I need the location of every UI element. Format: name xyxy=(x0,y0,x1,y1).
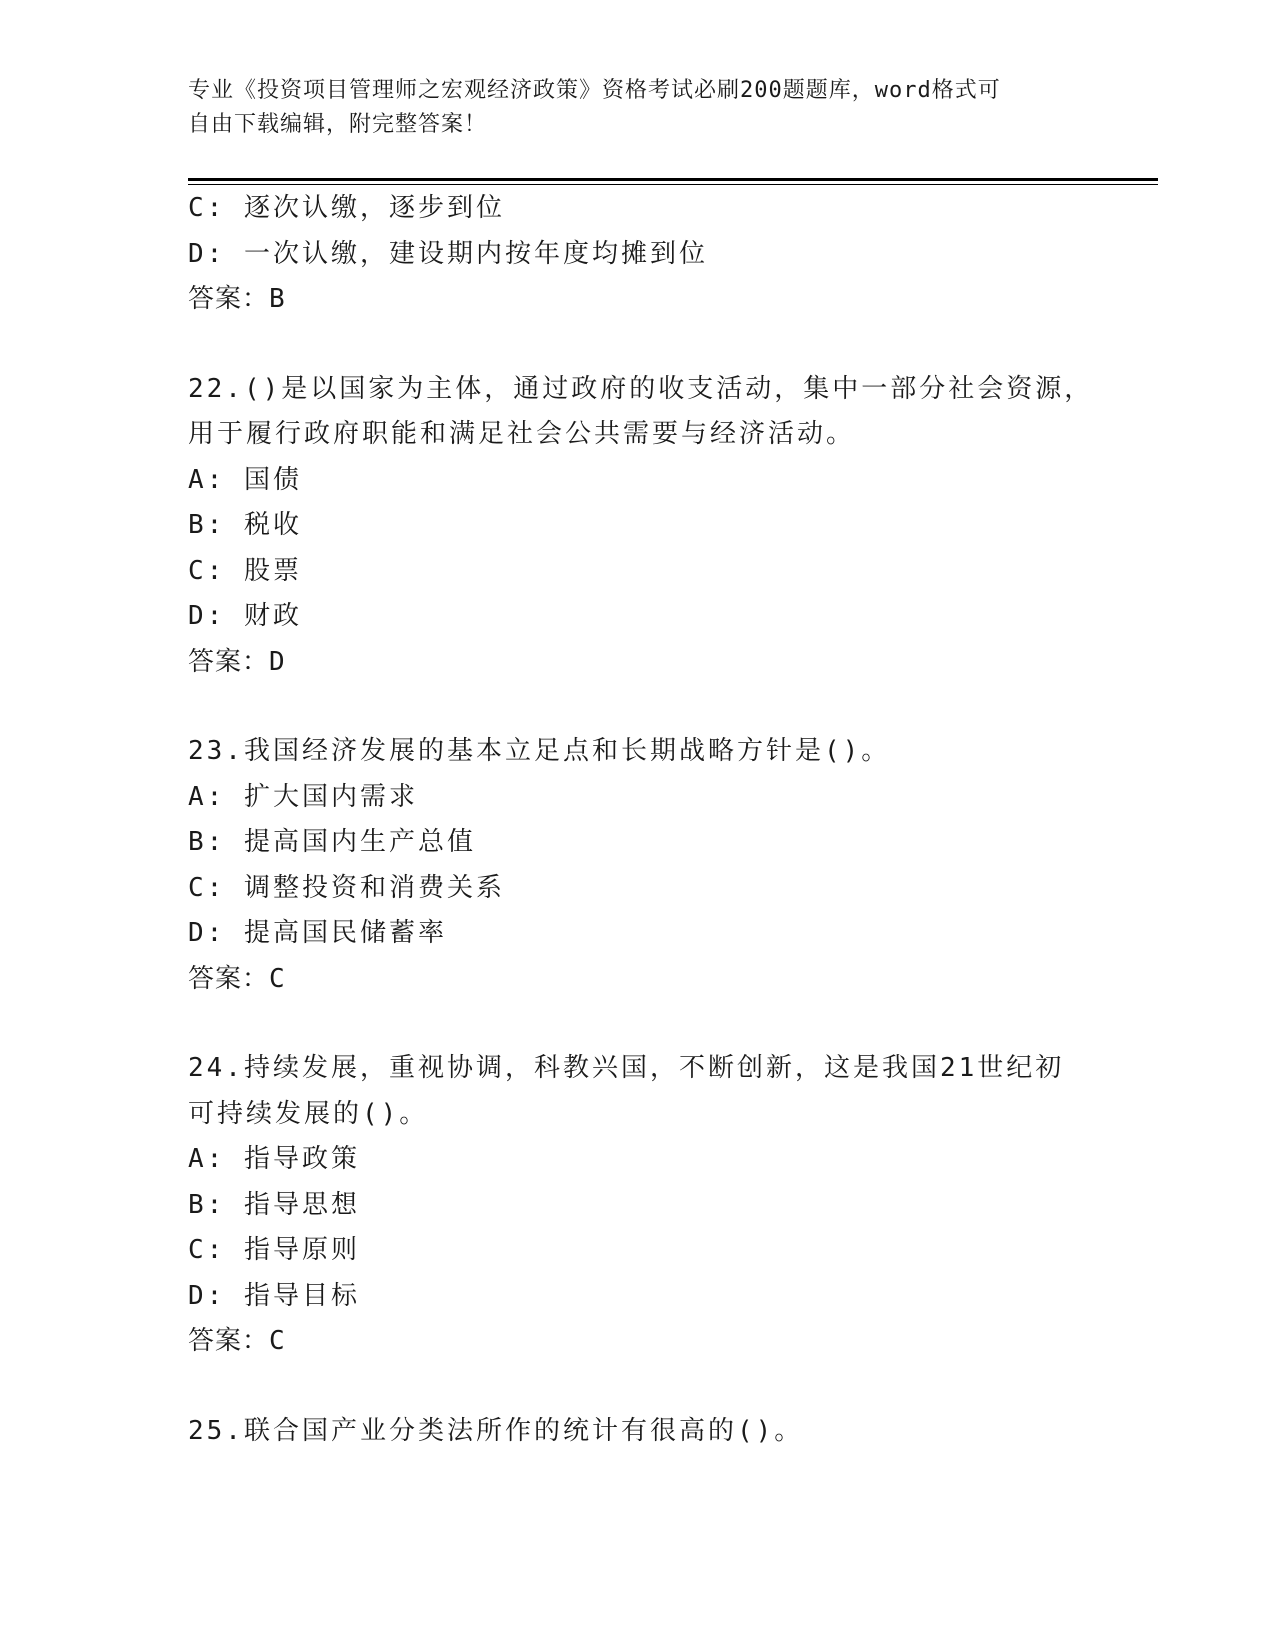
question-22 xyxy=(188,367,1094,686)
header-rule-thick xyxy=(188,178,1158,181)
answer-line xyxy=(188,957,1088,1003)
answer-label: 答案： xyxy=(188,646,270,677)
question-23 xyxy=(188,729,1088,1002)
question-stem-line-1: 25.联合国产业分类法所作的统计有很高的()。 xyxy=(188,1415,804,1446)
option-d: D: 财政 xyxy=(188,601,302,631)
question-gap xyxy=(188,323,1088,367)
answer-value: C xyxy=(269,963,286,994)
question-25 xyxy=(188,1409,1088,1455)
option-d: D: 提高国民储蓄率 xyxy=(188,918,447,948)
answer-label: 答案： xyxy=(188,1326,270,1356)
option-a: A: 国债 xyxy=(188,464,302,495)
answer-value: D xyxy=(269,646,286,677)
option-c: C: 调整投资和消费关系 xyxy=(188,872,505,903)
option-d: D: 指导目标 xyxy=(188,1280,360,1311)
question-gap xyxy=(188,1002,1088,1046)
option-d: D: 一次认缴，建设期内按年度均摊到位 xyxy=(188,238,708,269)
option-b: B: 指导思想 xyxy=(188,1189,360,1220)
answer-line xyxy=(188,277,1088,323)
answer-label: 答案： xyxy=(188,963,270,994)
question-stem-line-1: 22.()是以国家为主体，通过政府的收支活动，集中一部分社会资源， xyxy=(188,373,1094,404)
answer-line xyxy=(188,640,1088,686)
question-21-tail xyxy=(188,186,1088,323)
answer-line xyxy=(188,1319,1088,1365)
option-a: A: 指导政策 xyxy=(188,1144,360,1174)
page-header xyxy=(188,74,1068,142)
answer-label: 答案： xyxy=(188,284,270,314)
option-b: B: 税收 xyxy=(188,510,302,540)
question-gap xyxy=(188,685,1088,729)
option-c: C: 逐次认缴，逐步到位 xyxy=(188,193,505,223)
question-gap xyxy=(188,1365,1088,1409)
question-stem-line-2: 用于履行政府职能和满足社会公共需要与经济活动。 xyxy=(188,419,856,449)
question-stem-line-1: 23.我国经济发展的基本立足点和长期战略方针是()。 xyxy=(188,736,891,766)
question-stem-line-1: 24.持续发展，重视协调，科教兴国，不断创新，这是我国21世纪初 xyxy=(188,1053,1065,1083)
answer-value: B xyxy=(269,284,286,314)
question-list xyxy=(188,186,1094,1454)
option-b: B: 提高国内生产总值 xyxy=(188,827,476,857)
header-line-2: 自由下载编辑，附完整答案！ xyxy=(188,112,488,137)
question-24 xyxy=(188,1046,1088,1365)
option-c: C: 股票 xyxy=(188,555,302,586)
header-line-1: 专业《投资项目管理师之宏观经济政策》资格考试必刷200题题库，word格式可 xyxy=(188,78,1001,103)
answer-value: C xyxy=(269,1326,286,1356)
header-rule-thin xyxy=(188,184,1158,185)
question-stem-line-2: 可持续发展的()。 xyxy=(188,1098,429,1129)
option-c: C: 指导原则 xyxy=(188,1235,360,1265)
option-a: A: 扩大国内需求 xyxy=(188,781,418,812)
